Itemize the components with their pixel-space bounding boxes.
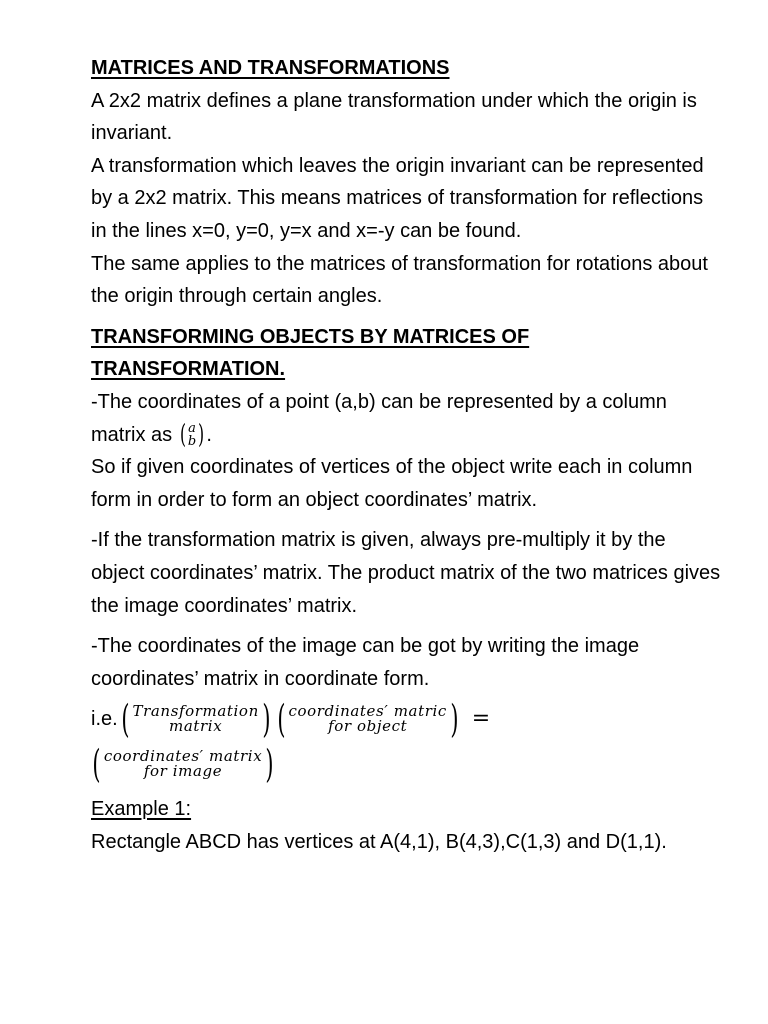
- section-heading-transforming-objects: TRANSFORMING OBJECTS BY MATRICES OF TRANSFORMATION.: [91, 325, 530, 381]
- equation-line-1: [91, 697, 721, 741]
- object-matrix-bottom: for object: [328, 717, 408, 736]
- transformation-matrix-block: ( Transformation matrix ): [121, 697, 271, 742]
- section-heading-matrices: MATRICES AND TRANSFORMATIONS: [91, 57, 450, 79]
- example-label: Example 1:: [91, 798, 192, 821]
- transformation-matrix-top: Transformation: [132, 701, 259, 720]
- image-matrix-top: coordinates′ matrix: [103, 746, 263, 765]
- right-paren: ): [198, 420, 205, 451]
- matrix-entry-a: a: [188, 420, 196, 436]
- paragraph-rotations: The same applies to the matrices of transformation for rotations about the origin through certain angles.: [91, 252, 708, 308]
- object-coordinates-matrix-block: ( coordinates′ matric for object ): [276, 697, 459, 742]
- example-text: Rectangle ABCD has vertices at A(4,1), B(4,3),C(1,3) and D(1,1).: [91, 830, 667, 853]
- equation-prefix: i.e.: [91, 707, 118, 730]
- paragraph-pre-multiply: -If the transformation matrix is given, always pre-multiply it by the object coordinates’ matrix. The product matrix of the two matrices gives the image coordinates’ matrix.: [91, 529, 721, 617]
- transformation-matrix-bottom: matrix: [169, 717, 223, 736]
- column-matrix-text: -The coordinates of a point (a,b) can be represented by a column matrix as: [91, 390, 667, 446]
- image-coordinates-matrix-block: ( coordinates′ matrix for image ): [92, 742, 274, 787]
- left-paren: (: [179, 420, 186, 451]
- paragraph-origin-invariant: A 2x2 matrix defines a plane transformation under which the origin is invariant.: [91, 89, 697, 145]
- column-matrix-period: .: [206, 423, 212, 446]
- equals-sign: =: [471, 705, 491, 731]
- object-matrix-top: coordinates′ matric: [288, 701, 447, 720]
- paragraph-image-coordinates: -The coordinates of the image can be got by writing the image coordinates’ matrix in coordinate form.: [91, 635, 640, 690]
- matrix-entry-b: b: [187, 434, 197, 450]
- image-matrix-bottom: for image: [143, 762, 223, 781]
- column-matrix-ab: [178, 422, 207, 449]
- document-page: [91, 52, 721, 858]
- paragraph-object-coordinates: So if given coordinates of vertices of the object write each in column form in order to form an object coordinates’ matrix.: [91, 456, 693, 511]
- paragraph-column-matrix: [91, 386, 721, 451]
- equation-line-2: [89, 741, 721, 787]
- paragraph-reflections: A transformation which leaves the origin invariant can be represented by a 2x2 matrix. This means matrices of transformation for reflections in the lines x=0, y=0, y=x and x=-y can be found.: [91, 154, 704, 242]
